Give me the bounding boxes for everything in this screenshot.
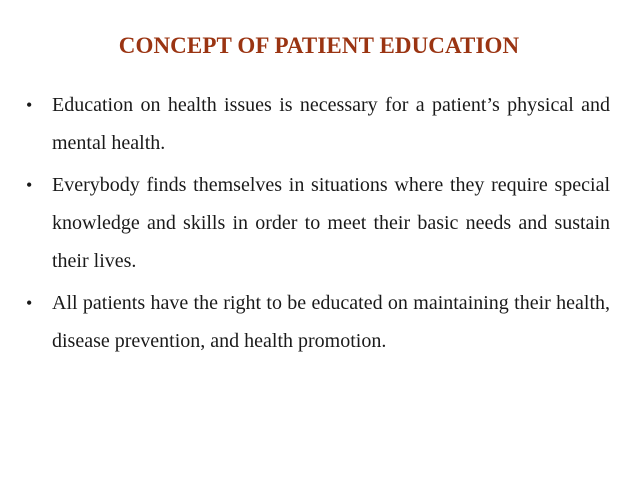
- bullet-text: All patients have the right to be educated on maintaining their health, disease prevention, and health promotion.: [52, 292, 610, 352]
- slide-title: CONCEPT OF PATIENT EDUCATION: [118, 33, 520, 58]
- bullet-text: Everybody finds themselves in situations where they require special knowledge and skills in order to meet their basic needs and sustain their lives.: [52, 174, 610, 272]
- bullet-item: [26, 284, 610, 360]
- bullet-icon: •: [26, 293, 33, 313]
- bullet-item: [26, 86, 610, 162]
- bullet-icon: •: [26, 95, 33, 115]
- bullet-text: Education on health issues is necessary for a patient’s physical and mental health.: [52, 94, 610, 154]
- bullet-icon: •: [26, 175, 33, 195]
- bullet-item: [26, 166, 610, 280]
- bullet-list: [26, 86, 610, 364]
